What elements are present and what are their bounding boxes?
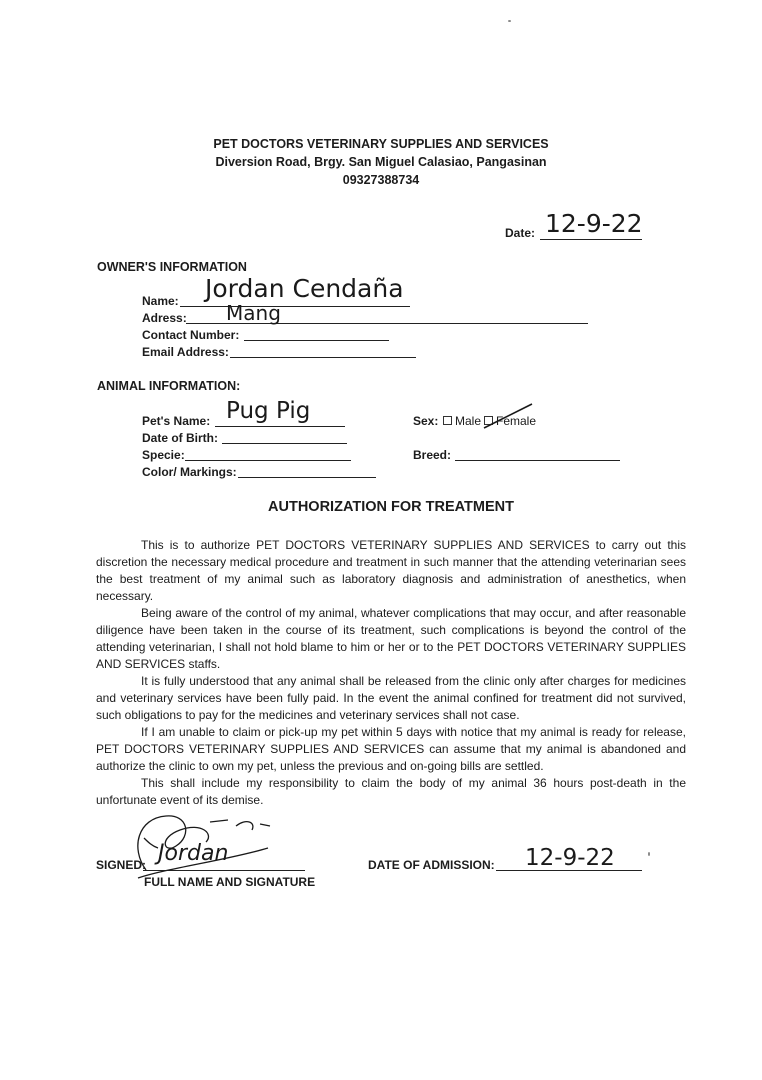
sex-female-label: Female <box>496 414 537 428</box>
signature-name: Jordan <box>158 841 229 866</box>
color-line <box>238 477 376 478</box>
owner-email-line <box>230 357 416 358</box>
owner-name-label: Name: <box>142 294 179 308</box>
sex-male-label: Male <box>455 414 482 428</box>
pet-name-label: Pet's Name: <box>142 414 211 428</box>
sex-label: Sex: <box>413 414 439 428</box>
signature-caption: FULL NAME AND SIGNATURE <box>144 875 316 889</box>
color-label: Color/ Markings: <box>142 465 237 479</box>
owner-name-value: Jordan Cendaña <box>205 274 404 303</box>
paragraph-4: If I am unable to claim or pick-up my pet within 5 days with notice that my animal is ready for release, PET DOCTORS VETERINARY SUPPLIES AND SERVICES can assume that my animal is abandoned and authorize the clinic to own my pet, unless the previous and on-going bills are settled. <box>96 725 686 773</box>
dob-line <box>222 443 347 444</box>
date-line <box>540 239 642 240</box>
scan-speck <box>508 20 511 22</box>
scan-speck <box>648 852 650 856</box>
owner-address-value: Mang <box>226 301 281 325</box>
paragraph-3: It is fully understood that any animal shall be released from the clinic only after charges for medicines and veterinary services have been fully paid. In the event the animal confined for treatment did not survived, such obligations to pay for the medicines and veterinary services shall not case. <box>96 674 686 722</box>
male-checkbox[interactable] <box>443 416 452 425</box>
date-label: Date: <box>505 226 536 240</box>
paragraph-5: This shall include my responsibility to claim the body of my animal 36 hours post-death in the unfortunate event of its demise. <box>96 776 686 807</box>
clinic-name: PET DOCTORS VETERINARY SUPPLIES AND SERVICES <box>213 137 549 151</box>
owner-name-line <box>180 306 410 307</box>
breed-line <box>455 460 620 461</box>
animal-heading: ANIMAL INFORMATION: <box>97 379 241 393</box>
paragraph-1: This is to authorize PET DOCTORS VETERINARY SUPPLIES AND SERVICES to carry out this discretion the necessary medical procedure and treatment in such manner that the attending veterinarian sees the best treatment of my animal such as laboratory diagnosis and administration of anesthetics, when necessary. <box>96 538 686 603</box>
clinic-address: Diversion Road, Brgy. San Miguel Calasiao, Pangasinan <box>215 155 547 169</box>
authorization-body <box>96 537 686 809</box>
authorization-title: AUTHORIZATION FOR TREATMENT <box>268 499 514 515</box>
specie-label: Specie: <box>142 448 185 462</box>
pet-name-value: Pug Pig <box>226 398 311 424</box>
sex-male-option[interactable] <box>443 414 481 428</box>
dob-label: Date of Birth: <box>142 431 218 445</box>
owner-heading: OWNER'S INFORMATION <box>97 260 247 274</box>
breed-label: Breed: <box>413 448 452 462</box>
clinic-phone: 09327388734 <box>342 173 420 187</box>
owner-contact-line <box>244 340 389 341</box>
date-handwritten: 12-9-22 <box>545 209 643 238</box>
specie-line <box>185 460 351 461</box>
owner-email-label: Email Address: <box>142 345 229 359</box>
owner-contact-label: Contact Number: <box>142 328 240 342</box>
pet-name-line <box>215 426 345 427</box>
owner-address-label: Adress: <box>142 311 187 325</box>
signed-label: SIGNED: <box>96 858 147 872</box>
female-check-mark <box>478 400 538 434</box>
paragraph-2: Being aware of the control of my animal, whatever complications that may occur, and after reasonable diligence have been taken in the course of its treatment, such complications is beyond the control of the attending veterinarian, I shall not hold blame to him or her or to the PET DOCTORS VETERINARY SUPPLIES AND SERVICES staffs. <box>96 606 686 671</box>
admission-value: 12-9-22 <box>525 845 615 871</box>
signature-scribble <box>118 808 288 890</box>
admission-label: DATE OF ADMISSION: <box>368 858 495 872</box>
